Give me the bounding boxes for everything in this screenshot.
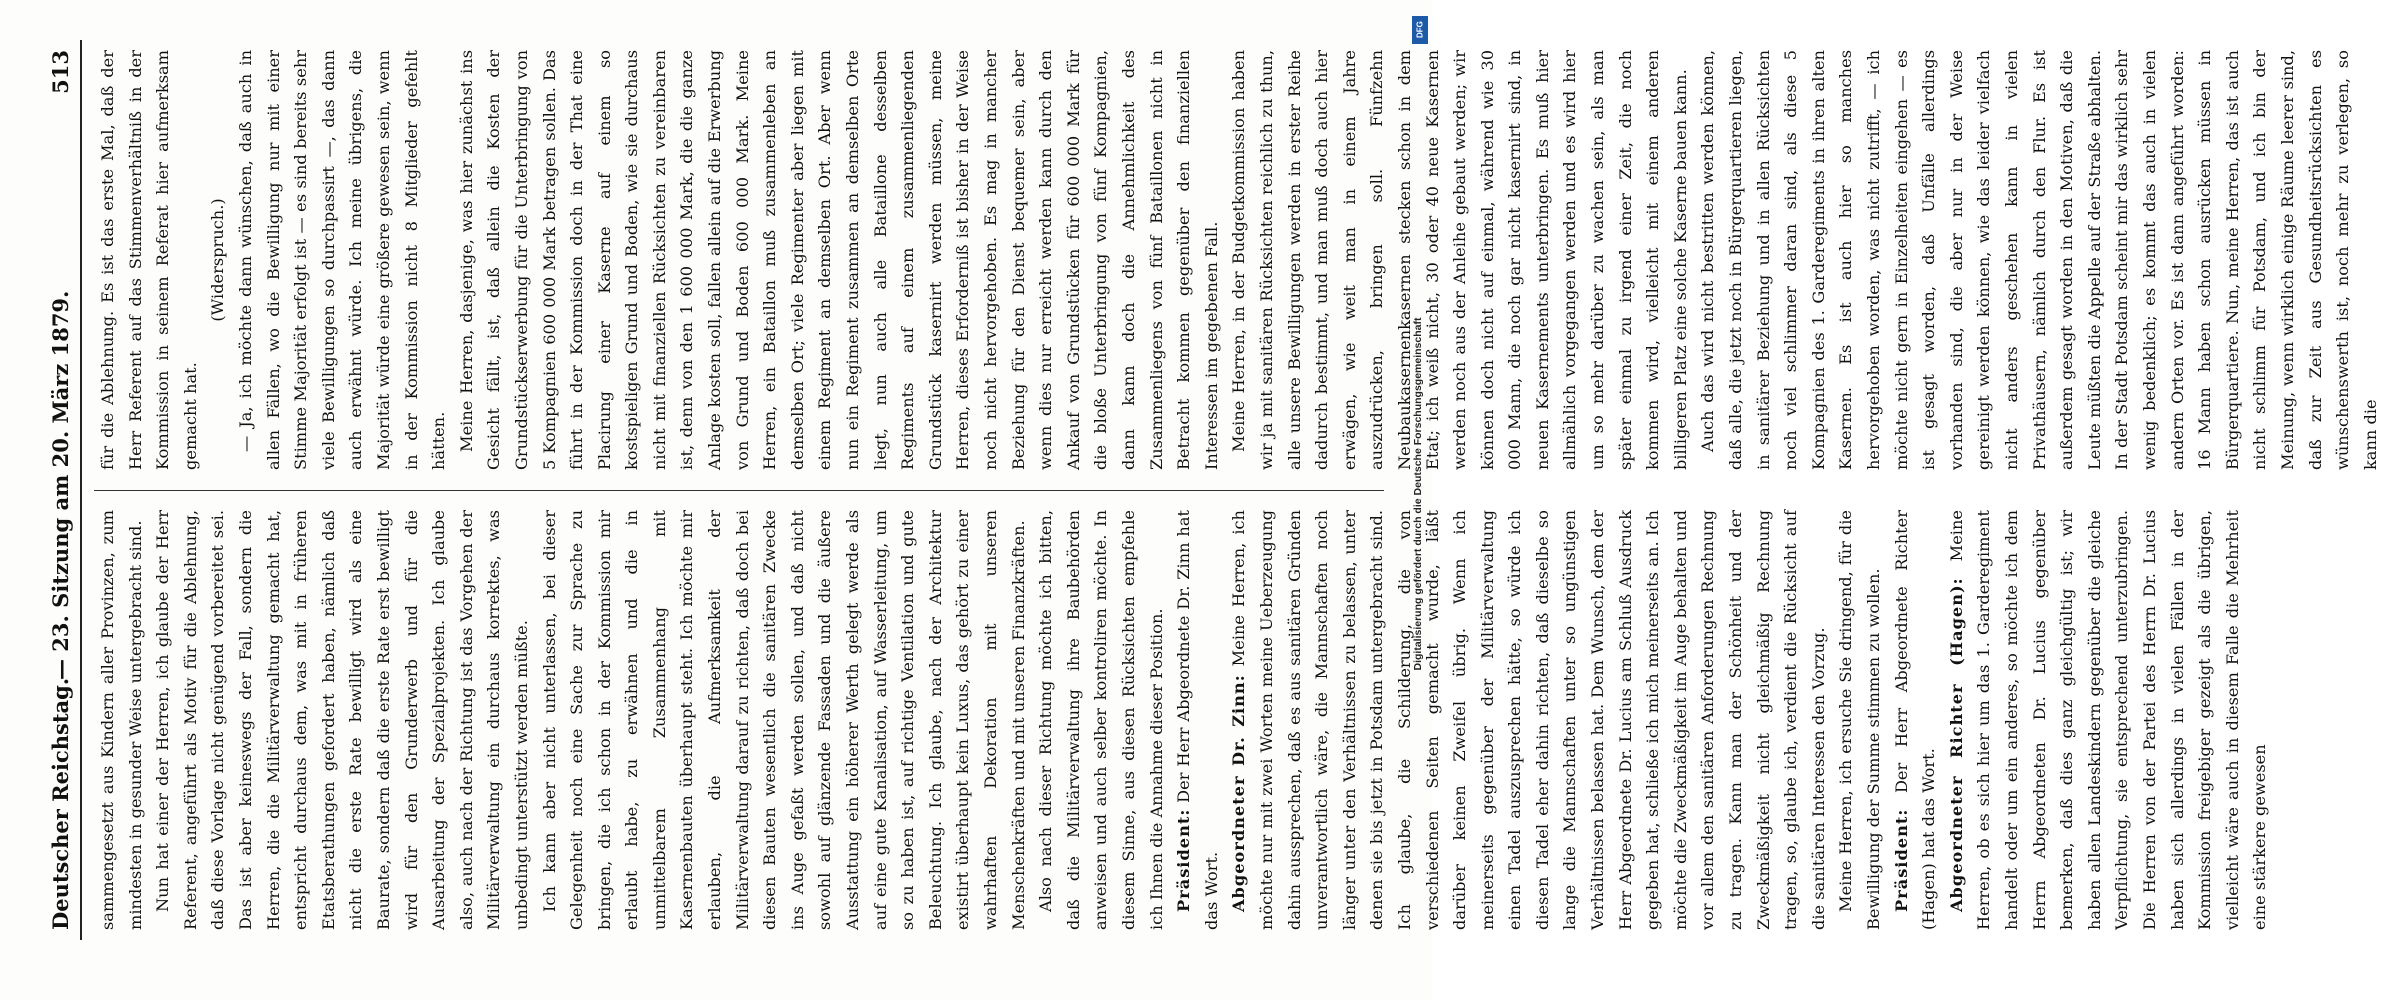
president-remark — [1888, 510, 1943, 930]
speech-text: Meine Herren, ob es sich hier um das 1. Garderegiment handelt oder um ein anderes, so möchte ich dem Herrn Abgeordneten Dr. Lucius gegenüber bemerken, daß dies ganz gleichgültig ist; wir haben allen Landeskindern gegenüber die gleiche Verpflichtung, sie entsprechend unterzubringen. Die Herren von der Partei des Herrn Dr. Lucius haben sich allerdings in vielen Fällen in der Kommission freigebiger gezeigt als die übrigen, vielleicht wäre auch in diesem Falle die Mehrheit eine stärkere gewesen — [1946, 510, 2270, 930]
paragraph: — Ja, ich möchte dann wünschen, daß auch in allen Fällen, wo die Bewilligung nur mit einer Stimme Majorität erfolgt ist — es sind bereits sehr viele Bewilligungen so durchpassirt —, das dann auch erwähnt würde. Ich meine übrigens, die Majorität würde eine größere gewesen sein, wenn in der Kommission nicht 8 Mitglieder gefehlt hätten. — [235, 50, 449, 470]
right-column — [94, 50, 2380, 470]
paragraph: Nun hat einer der Herren, ich glaube der Herr Referent, angeführt als Motiv für die Ablehnung, daß diese Vorlage nicht genügend vorbereitet sei. Das ist aber keineswegs der Fall, sondern die Herren, die die Militärverwaltung gemacht hat, entspricht durchaus dem, was mit in früheren Etatsberathungen gefordert haben, nämlich daß nicht die erste Rate bewilligt wird als eine Baurate, sondern daß die erste Rate erst bewilligt wird für den Grunderwerb und für die Ausarbeitung der Spezialprojekten. Ich glaube also, auch nach der Richtung ist das Vorgehen der Militärverwaltung ein durchaus korrektes, was unbedingt unterstützt werden müßte. — [153, 510, 531, 930]
speech — [1943, 510, 2274, 930]
left-column — [94, 510, 2270, 930]
president-remark — [1170, 510, 1225, 930]
speaker-name: Präsident: — [1891, 808, 1911, 912]
interjection: (Widerspruch.) — [208, 198, 228, 322]
page-header — [40, 40, 82, 940]
paragraph: Auch das wird nicht bestritten werden können, daß alle, die jetzt noch in Bürgerquartieren liegen, in sanitärer Beziehung und in allen Rücksichten noch viel schlimmer daran sind, als diese 5 Kompagnien des 1. Garderegiments in ihren alten Kasernen. Es ist auch hier so manches hervorgehoben worden, was nicht zutrifft, — ich möchte nicht gern in Einzelheiten eingehen — es ist gesagt worden, daß Unfälle allerdings vorhanden sind, die aber nur in der Weise gereinigt werden können, wie das leider vielfach nicht anders geschehen kann in vielen Privathäusern, nämlich durch den Flur. Es ist außerdem gesagt worden in den Motiven, daß die Leute müßten die Appelle auf der Straße abhalten. In der Stadt Potsdam scheint mir das wirklich sehr wenig bedenklich; es kommt das auch in vielen andern Orten vor. Es ist dann angeführt worden: 16 Mann haben schon ausrücken müssen in Bürgerquartiere. Nun, meine Herren, das ist auch nicht schlimm für Potsdam, und ich bin der Meinung, wenn wirklich einige Räume leerer sind, daß zur Zeit aus Gesundheitsrücksichten es wünschenswerth ist, noch mehr zu verlegen, so kann die — [1698, 50, 2380, 470]
paragraph: Also nach dieser Richtung möchte ich bitten, daß die Militärverwaltung ihre Baubehörden anweisen und auch selber kontroliren möchte. In diesem Sinne, aus diesen Rücksichten empfehle ich Ihnen die Annahme dieser Position. — [1036, 510, 1166, 930]
paragraph: Meine Herren, dasjenige, was hier zunächst ins Gesicht fällt, ist, daß allein die Kosten der Grundstückserwerbung für die Unterbringung von 5 Kompagnien 600 000 Mark betragen sollen. Das führt in der Kommission doch in der That eine Placirung einer Kaserne auf einem so kostspieligen Grund und Boden, wie sie durchaus nicht mit finanziellen Rücksichten zu vereinbaren ist, denn von den 1 600 000 Mark, die die ganze Anlage kosten soll, fallen allein auf die Erwerbung von Grund und Boden 600 000 Mark. Meine Herren, ein Bataillon muß zusammenleben an demselben Ort; viele Regimenter aber liegen mit einem Regiment an demselben Ort. Aber wenn nun ein Regiment zusammen an demselben Orte liegt, nun auch alle Bataillone desselben Regiments auf einem zusammenliegenden Grundstück kasernirt werden müssen, meine Herren, dieses Erforderniß ist bisher in der Weise noch nicht hervorgehoben. Es mag in mancher Beziehung für den Dienst bequemer sein, aber wenn dies nur erreicht werden kann durch den Ankauf von Grundstücken für 600 000 Mark für die bloße Unterbringung von fünf Kompagnien, dann kann doch die Annehmlichkeit des Zusammenliegens von fünf Bataillonen nicht in Betracht kommen gegenüber den finanziellen Interessen im gegebenen Fall. — [456, 50, 1221, 470]
paragraph: für die Ablehnung. Es ist das erste Mal, daß der Herr Referent auf das Stimmenverhältniß in der Kommission in seinem Referat hier aufmerksam gemacht hat. — [98, 50, 200, 470]
speech — [1225, 510, 1832, 930]
paragraph: Meine Herren, in der Budgetkommission haben wir ja mit sanitären Rücksichten reichlich zu thun, alle unsere Bewilligungen werden in erster Reihe dadurch bestimmt, und man muß doch auch hier erwägen, wie weit man in einem Jahre auszudrücken, bringen soll. Fünfzehn Neubaukasernenkasernen stecken schon in dem Etat; ich weiß nicht, 30 oder 40 neue Kasernen werden noch aus der Anleihe gebaut werden; wir können doch nicht auf einmal, während wie 30 000 Mann, die noch gar nicht kasernirt sind, in neuen Kasernements unterbringen. Es muß hier allmählich vorgegangen werden und es wird hier um so mehr darüber zu wachen sein, als man später einmal zu irgend einer Zeit, die noch kommen wird, vielleicht mit einem anderen billigeren Platz eine solche Kaserne bauen kann. — [1229, 50, 1690, 470]
digitization-credit — [1408, 0, 1430, 1000]
header-title: Deutscher Reichstag. — [48, 677, 73, 930]
remark-text: Der Herr Abgeordnete Richter (Hagen) hat das Wort. — [1891, 510, 1939, 930]
paragraph: Meine Herren, ich ersuche Sie dringend, für die Bewilligung der Summe stimmen zu wollen. — [1836, 510, 1883, 930]
speech-text: Meine Herren, ich möchte nur mit zwei Worten meine Ueberzeugung dahin aussprechen, daß es aus sanitären Gründen unverantwortlich wäre, die Mannschaften noch länger unter den Verhältnissen zu belassen, unter denen sie bis jetzt in Potsdam untergebracht sind. Ich glaube, die Schilderung, die von verschiedenen Seiten gemacht wurde, läßt darüber keinen Zweifel übrig. Wenn ich meinerseits gegenüber der Militärverwaltung einen Tadel auszusprechen hätte, so würde ich diesen Tadel eher dahin richten, daß dieselbe so lange die Mannschaften unter so ungünstigen Verhältnissen belassen hat. Dem Wunsch, dem der Herr Abgeordnete Dr. Lucius am Schluß Ausdruck gegeben hat, schließe ich mich meinerseits an. Ich möchte die Zweckmäßigkeit im Auge behalten und vor allem den sanitären Anforderungen Rechnung zu tragen. Kann man der Schönheit und der Zweckmäßigkeit nicht gleichmäßig Rechnung tragen, so, glaube ich, verdient die Rücksicht auf die sanitären Interessen den Vorzug. — [1229, 510, 1828, 930]
credit-text: Digitalisierung gefördert durch die Deutsche Forschungsgemeinschaft — [1412, 317, 1424, 671]
page-number: 513 — [48, 50, 73, 94]
paragraph: Ich kann aber nicht unterlassen, bei dieser Gelegenheit noch eine Sache zur Sprache zu bringen, die ich schon in der Kommission mir erlaubt habe, zu erwähnen und die in unmittelbarem Zusammenhang mit Kasernenbauten überhaupt steht. Ich möchte mir erlauben, die Aufmerksamkeit der Militärverwaltung darauf zu richten, daß doch bei diesen Bauten wesentlich die sanitären Zwecke ins Auge gefaßt werden sollen, und daß nicht sowohl auf glänzende Fassaden und die äußere Ausstattung ein höherer Werth gelegt werde als auf eine gute Kanalisation, auf Wasserleitung, um so zu haben ist, auf richtige Ventilation und gute Beleuchtung. Ich glaube, nach der Architektur existirt überhaupt kein Luxus, das gehört zu einer wahrhaften Dekoration mit unseren Menschenkräften und mit unseren Finanzkräften. — [539, 510, 1028, 930]
remark-text: Der Herr Abgeordnete Dr. Zinn hat das Wort. — [1174, 510, 1221, 930]
paragraph: sammengesetzt aus Kindern aller Provinzen, zum mindesten in gesunder Weise untergebracht sind. — [98, 510, 145, 930]
speaker-name: Präsident: — [1174, 808, 1194, 912]
column-divider — [94, 490, 1384, 491]
speaker-name: Abgeordneter Richter (Hagen): — [1946, 577, 1966, 912]
dfg-logo-icon: DFG — [1412, 16, 1428, 44]
header-session: — 23. Sitzung am 20. März 1879. — [48, 290, 73, 680]
speaker-name: Abgeordneter Dr. Zinn: — [1229, 674, 1249, 912]
